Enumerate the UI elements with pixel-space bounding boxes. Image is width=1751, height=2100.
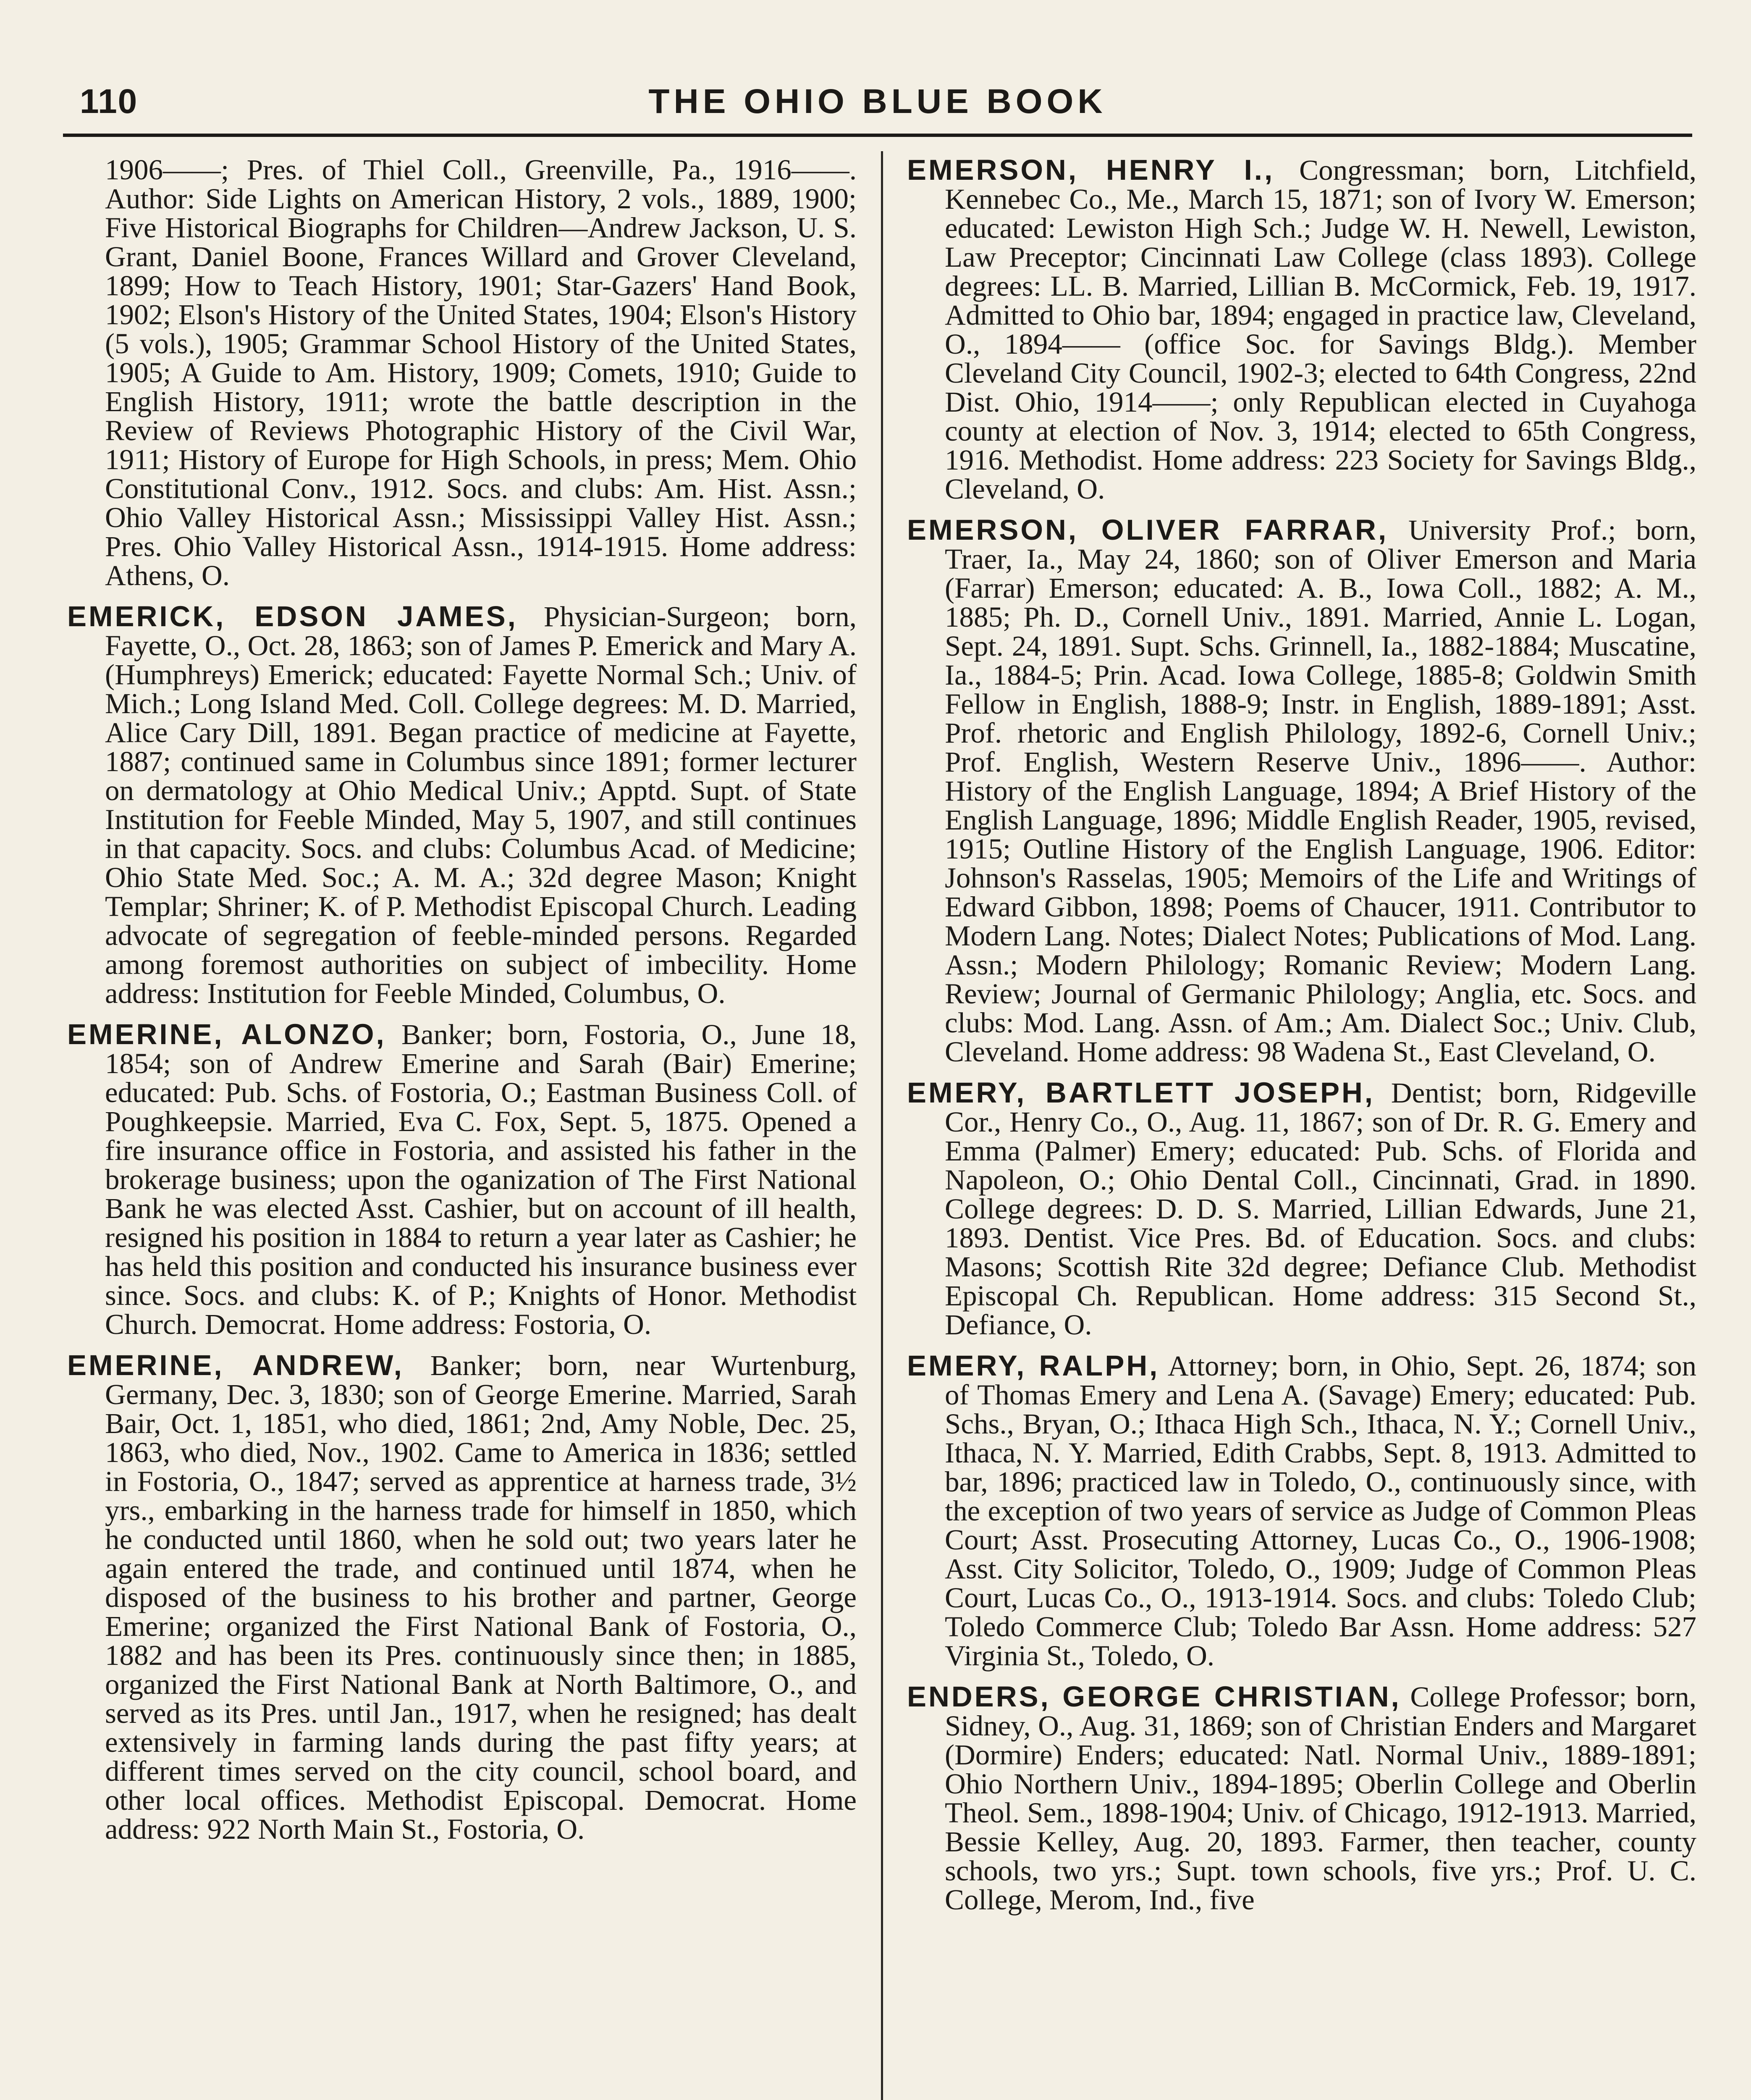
biography-entry — [907, 515, 1696, 1066]
page-number: 110 — [80, 82, 138, 121]
entry-text: Physician-Surgeon; born, Fayette, O., Oct. 28, 1863; son of James P. Emerick and Mary A. (Humphreys) Emerick; educated: Fayette Normal Sch.; Univ. of Mich.; Long Island Med. Coll. College degrees: M. D. Married, Alice Cary Dill, 1891. Began practice of medicine at Fayette, 1887; continued same in Columbus since 1891; former lecturer on dermatology at Ohio Medical Univ.; Apptd. Supt. of State Institution for Feeble Minded, May 5, 1907, and still continues in that capacity. Socs. and clubs: Columbus Acad. of Medicine; Ohio State Med. Soc.; A. M. A.; 32d degree Mason; Knight Templar; Shriner; K. of P. Methodist Episcopal Church. Leading advocate of segregation of feeble-minded persons. Regarded among foremost authorities on subject of imbecility. Home address: Institution for Feeble Minded, Columbus, O. — [105, 601, 857, 1009]
biography-entry — [67, 602, 857, 1008]
entry-continuation — [67, 155, 857, 590]
entry-name: EMERICK, EDSON JAMES, — [67, 600, 518, 633]
running-head-title: THE OHIO BLUE BOOK — [648, 82, 1107, 121]
entry-text: Banker; born, near Wurtenburg, Germany, Dec. 3, 1830; son of George Emerine. Married, Sarah Bair, Oct. 1, 1851, who died, 1861; 2nd, Amy Noble, Dec. 25, 1863, who died, Nov., 1902. Came to America in 1836; settled in Fostoria, O., 1847; served as apprentice at harness trade, 3½ yrs., embarking in the harness trade for himself in 1850, which he conducted until 1860, when he sold out; two years later he again entered the trade, and continued until 1874, when he disposed of the business to his brother and partner, George Emerine; organized the First National Bank of Fostoria, O., 1882 and has been its Pres. continuously since then; in 1885, organized the First National Bank at North Baltimore, O., and served as its Pres. until Jan., 1917, when he resigned; has dealt extensively in farming lands during the past fifty years; at different times served on the city council, school board, and other local offices. Methodist Episcopal. Democrat. Home address: 922 North Main St., Fostoria, O. — [105, 1349, 857, 1845]
page-header — [63, 82, 1692, 128]
header-rule — [63, 134, 1692, 137]
biography-entry — [67, 1351, 857, 1844]
entry-name: EMERINE, ANDREW, — [67, 1349, 404, 1381]
entry-text: College Professor; born, Sidney, O., Aug. 31, 1869; son of Christian Enders and Margaret (Dormire) Enders; educated: Natl. Normal Univ., 1889-1891; Ohio Northern Univ., 1894-1895; Oberlin College and Oberlin Theol. Sem., 1898-1904; Univ. of Chicago, 1912-1913. Married, Bessie Kelley, Aug. 20, 1893. Farmer, then teacher, county schools, two yrs.; Supt. town schools, five yrs.; Prof. U. C. College, Merom, Ind., five — [945, 1681, 1696, 1916]
entry-text: Dentist; born, Ridgeville Cor., Henry Co., O., Aug. 11, 1867; son of Dr. R. G. Emery and Emma (Palmer) Emery; educated: Pub. Schs. of Florida and Napoleon, O.; Ohio Dental Coll., Cincinnati, Grad. in 1890. College degrees: D. D. S. Married, Lillian Edwards, June 21, 1893. Dentist. Vice Pres. Bd. of Education. Socs. and clubs: Masons; Scottish Rite 32d degree; Defiance Club. Methodist Episcopal Ch. Republican. Home address: 315 Second St., Defiance, O. — [945, 1077, 1696, 1341]
left-column — [67, 155, 857, 2100]
entry-text: University Prof.; born, Traer, Ia., May 24, 1860; son of Oliver Emerson and Maria (Farrar) Emerson; educated: A. B., Iowa Coll., 1882; A. M., 1885; Ph. D., Cornell Univ., 1891. Married, Annie L. Logan, Sept. 24, 1891. Supt. Schs. Grinnell, Ia., 1882-1884; Muscatine, Ia., 1884-5; Prin. Acad. Iowa College, 1885-8; Goldwin Smith Fellow in English, 1888-9; Instr. in English, 1889-1891; Asst. Prof. rhetoric and English Philology, 1892-6, Cornell Univ.; Prof. English, Western Reserve Univ., 1896——. Author: History of the English Language, 1894; A Brief History of the English Language, 1896; Middle English Reader, 1905, revised, 1915; Outline History of the English Language, 1906. Editor: Johnson's Rasselas, 1905; Memoirs of the Life and Writings of Edward Gibbon, 1898; Poems of Chaucer, 1911. Contributor to Modern Lang. Notes; Dialect Notes; Publications of Mod. Lang. Assn.; Modern Philology; Romanic Review; Modern Lang. Review; Journal of Germanic Philology; Anglia, etc. Socs. and clubs: Mod. Lang. Assn. of Am.; Am. Dialect Soc.; Univ. Club, Cleveland. Home address: 98 Wadena St., East Cleveland, O. — [945, 514, 1696, 1068]
entry-text: Congressman; born, Litchfield, Kennebec Co., Me., March 15, 1871; son of Ivory W. Emerson; educated: Lewiston High Sch.; Judge W. H. Newell, Lewiston, Law Preceptor; Cincinnati Law College (class 1893). College degrees: LL. B. Married, Lillian B. McCormick, Feb. 19, 1917. Admitted to Ohio bar, 1894; engaged in practice law, Cleveland, O., 1894—— (office Soc. for Savings Bldg.). Member Cleveland City Council, 1902-3; elected to 64th Congress, 22nd Dist. Ohio, 1914——; only Republican elected in Cuyahoga county at election of Nov. 3, 1914; elected to 65th Congress, 1916. Methodist. Home address: 223 Society for Savings Bldg., Cleveland, O. — [945, 155, 1696, 505]
entry-name: EMERY, RALPH, — [907, 1349, 1160, 1382]
entry-text: Banker; born, Fostoria, O., June 18, 1854; son of Andrew Emerine and Sarah (Bair) Emerine; educated: Pub. Schs. of Fostoria, O.; Eastman Business Coll. of Poughkeepsie. Married, Eva C. Fox, Sept. 5, 1875. Opened a fire insurance office in Fostoria, and assisted his father in the brokerage business; upon the oganization of The First National Bank he was elected Asst. Cashier, but on account of ill health, resigned his position in 1884 to return a year later as Cashier; he has held this position and conducted his insurance business ever since. Socs. and clubs: K. of P.; Knights of Honor. Methodist Church. Democrat. Home address: Fostoria, O. — [105, 1018, 857, 1340]
entry-name: EMERY, BARTLETT JOSEPH, — [907, 1076, 1375, 1109]
entry-name: EMERSON, HENRY I., — [907, 155, 1275, 186]
entry-text: Attorney; born, in Ohio, Sept. 26, 1874; son of Thomas Emery and Lena A. (Savage) Emery; educated: Pub. Schs., Bryan, O.; Ithaca High Sch., Ithaca, N. Y.; Cornell Univ., Ithaca, N. Y. Married, Edith Crabbs, Sept. 8, 1913. Admitted to bar, 1896; practiced law in Toledo, O., continuously since, with the exception of two years of service as Judge of Common Pleas Court; Asst. Prosecuting Attorney, Lucas Co., O., 1906-1908; Asst. City Solicitor, Toledo, O., 1909; Judge of Common Pleas Court, Lucas Co., O., 1913-1914. Socs. and clubs: Toledo Club; Toledo Commerce Club; Toledo Bar Assn. Home address: 527 Virginia St., Toledo, O. — [945, 1350, 1696, 1672]
entry-text: 1906——; Pres. of Thiel Coll., Greenville, Pa., 1916——. Author: Side Lights on American History, 2 vols., 1889, 1900; Five Historical Biographs for Children—Andrew Jackson, U. S. Grant, Daniel Boone, Frances Willard and Grover Cleveland, 1899; How to Teach History, 1901; Star-Gazers' Hand Book, 1902; Elson's History of the United States, 1904; Elson's History (5 vols.), 1905; Grammar School History of the United States, 1905; A Guide to Am. History, 1909; Comets, 1910; Guide to English History, 1911; wrote the battle description in the Review of Reviews Photographic History of the Civil War, 1911; History of Europe for High Schools, in press; Mem. Ohio Constitutional Conv., 1912. Socs. and clubs: Am. Hist. Assn.; Ohio Valley Historical Assn.; Mississippi Valley Hist. Assn.; Pres. Ohio Valley Historical Assn., 1914-1915. Home address: Athens, O. — [105, 155, 857, 591]
biography-entry — [907, 1682, 1696, 1914]
biography-entry — [907, 155, 1696, 504]
right-column — [907, 155, 1696, 2100]
entry-name: EMERINE, ALONZO, — [67, 1018, 386, 1050]
biography-entry — [907, 1351, 1696, 1670]
biography-entry — [907, 1078, 1696, 1339]
entry-name: EMERSON, OLIVER FARRAR, — [907, 514, 1389, 546]
biography-entry — [67, 1020, 857, 1339]
column-divider — [881, 151, 883, 2100]
entry-name: ENDERS, GEORGE CHRISTIAN, — [907, 1680, 1401, 1713]
